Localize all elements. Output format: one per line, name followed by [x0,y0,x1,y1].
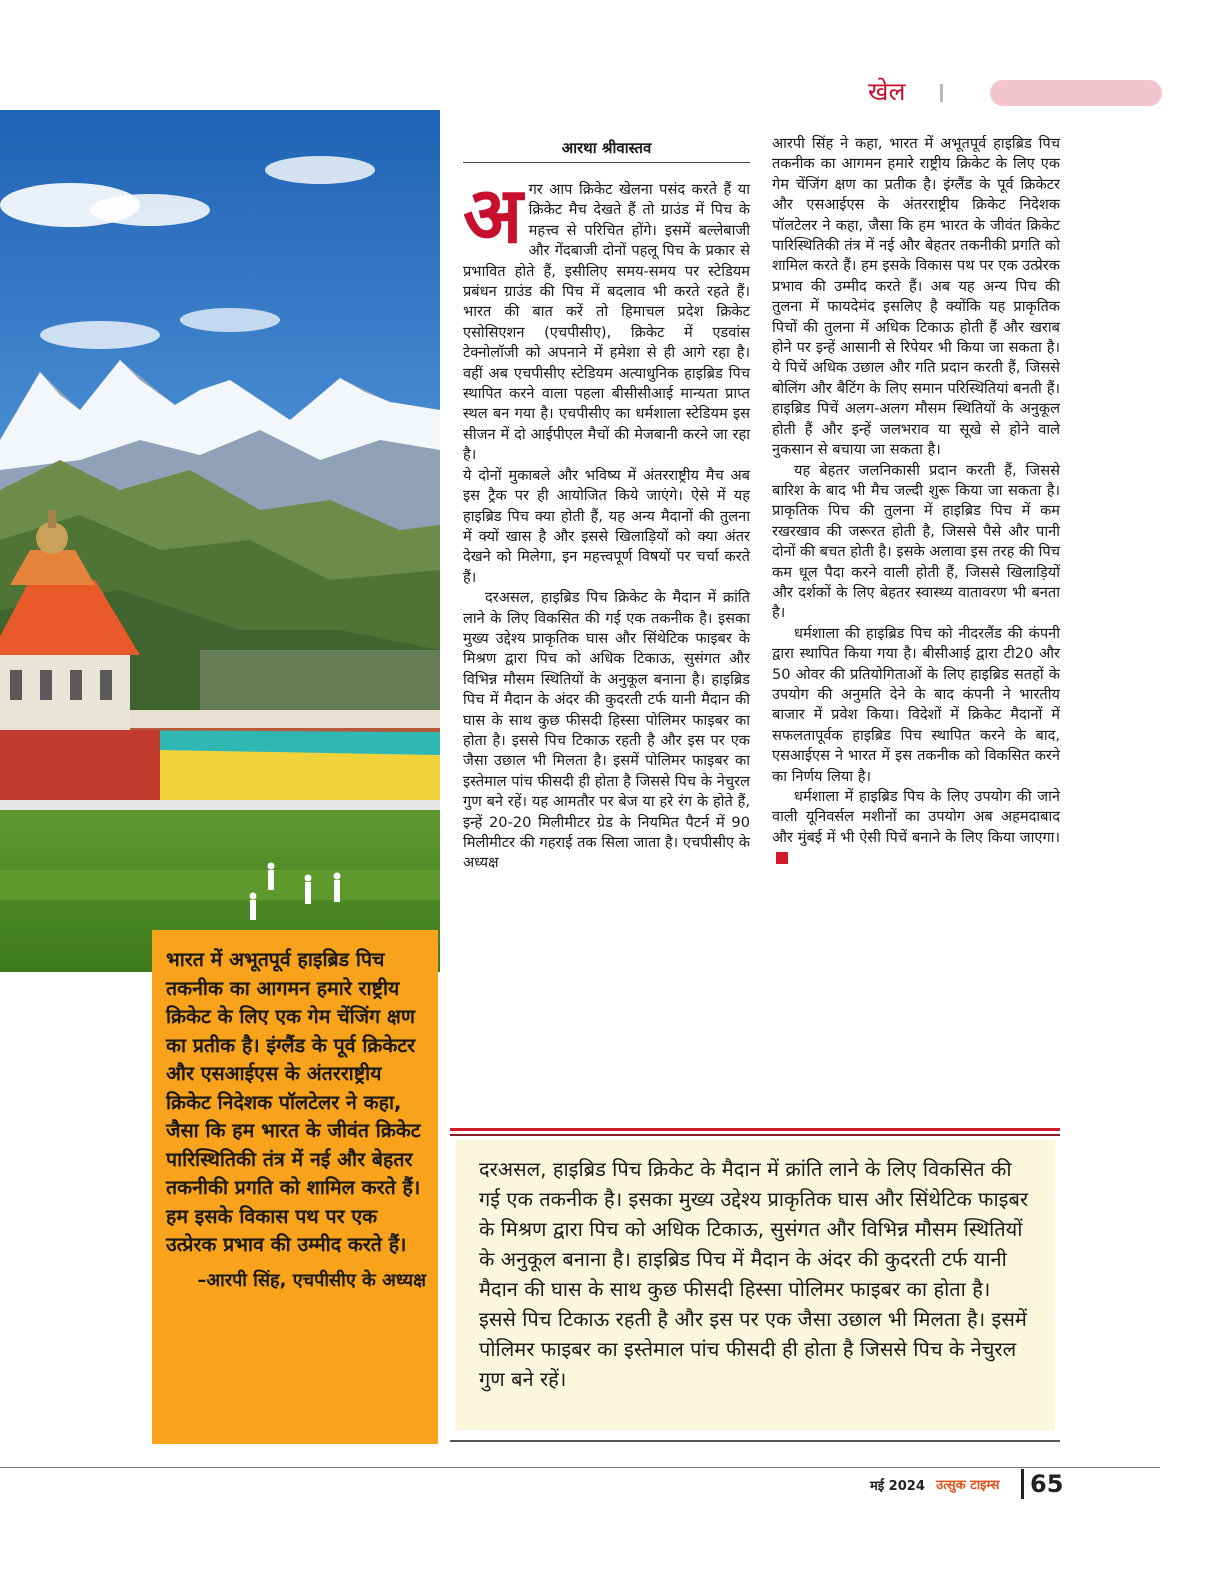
quote-text: भारत में अभूतपूर्व हाइब्रिड पिच तकनीक का आगमन हमारे राष्ट्रीय क्रिकेट के लिए एक गेम चेंजिंग क्षण का प्रतीक है। इंग्लैंड के पूर्व क्रिकेटर और एसआईएस के अंतरराष्ट्रीय क्रिकेट निदेशक पॉलटेलर ने कहा, जैसा कि हम भारत के जीवंत क्रिकेट पारिस्थितिकी तंत्र में नई और बेहतर तकनीकी प्रगति को शामिल करते हैं। हम इसके विकास पथ पर एक उत्प्रेरक प्रभाव की उम्मीद करते हैं। [166,948,421,1256]
article-paragraph: दरअसल, हाइब्रिड पिच क्रिकेट के मैदान में क्रांति लाने के लिए विकसित की गई एक तकनीक है। इसका मुख्य उद्देश्य प्राकृतिक घास और सिंथेटिक फाइबर के मिश्रण द्वारा पिच को अधिक टिकाऊ, सुसंगत और विभिन्न मौसम स्थितियों के अनुकूल बनाना है। हाइब्रिड पिच में मैदान के अंदर की कुदरती टर्फ यानी मैदान की घास के साथ कुछ फीसदी हिस्सा पोलिमर फाइबर का होता है। इससे पिच टिकाऊ रहती है और इस पर एक जैसा उछाल भी मिलता है। इसमें पोलिमर फाइबर का इस्तेमाल पांच फीसदी ही होता है जिससे पिच के नेचुरल गुण बने रहें। यह आमतौर पर बेज या हरे रंग के होते हैं, इन्हें 20-20 मिलीमीटर ग्रेड के नियमित पैटर्न में 90 मिलीमीटर की गहराई तक सिला जाता है। एचपीसीए के अध्यक्ष [463,589,750,872]
quote-box [152,930,438,1444]
article-paragraph: यह बेहतर जलनिकासी प्रदान करती हैं, जिससे बारिश के बाद भी मैच जल्दी शुरू किया जा सकता है। प्राकृतिक पिच की तुलना में हाइब्रिड पिच में कम रखरखाव की जरूरत होती है, जिससे पैसे और पानी दोनों की बचत होती है। इसके अलावा इस तरह की पिच कम धूल पैदा करने वाली होती हैं, जिससे खिलाड़ियों और दर्शकों के लिए बेहतर स्वास्थ्य वातावरण भी बनता है। [772,461,1060,622]
article-paragraph: धर्मशाला में हाइब्रिड पिच के लिए उपयोग की जाने वाली यूनिवर्सल मशीनों का उपयोग अब अहमदाबाद और मुंबई में भी ऐसी पिचें बनाने के लिए किया जाएगा। [772,788,1060,846]
pullquote-box [455,1140,1055,1430]
pullquote-rule-bottom [450,1440,1060,1442]
article-paragraph: आरपी सिंह ने कहा, भारत में अभूतपूर्व हाइब्रिड पिच तकनीक का आगमन हमारे राष्ट्रीय क्रिकेट के लिए एक गेम चेंजिंग क्षण का प्रतीक है। इंग्लैंड के पूर्व क्रिकेटर और एसआईएस के अंतरराष्ट्रीय क्रिकेट निदेशक पॉलटेलर ने कहा, जैसा कि हम भारत के जीवंत क्रिकेट पारिस्थितिकी तंत्र में नई और बेहतर तकनीकी प्रगति को शामिल करते हैं। हम इसके विकास पथ पर एक उत्प्रेरक प्रभाव की उम्मीद करते हैं। अब यह अन्य पिच की तुलना में फायदेमंद इसलिए है क्योंकि यह प्राकृतिक पिचों की तुलना में अधिक टिकाऊ होती हैं और खराब होने पर इन्हें आसानी से रिपेयर भी किया जा सकता है। ये पिचें अधिक उछाल और गति प्रदान करती हैं, जिससे बोलिंग और बैटिंग के लिए समान परिस्थितियां बनती हैं। हाइब्रिड पिचें अलग-अलग मौसम स्थितियों के अनुकूल होती हैं और इन्हें जलभराव या सूखे से होने वाले नुकसान से बचाया जा सकता है। [772,135,1060,459]
article-paragraph: ये दोनों मुकाबले और भविष्य में अंतरराष्ट्रीय मैच अब इस ट्रैक पर ही आयोजित किये जाएंगे। ऐसे में यह हाइब्रिड पिच क्या होती हैं, यह अन्य मैदानों की तुलना में क्यों खास है और इससे खिलाड़ियों को क्या अंतर देखने को मिलेगा, इन महत्त्वपूर्ण विषयों पर चर्चा करते हैं। [463,466,750,586]
byline: आरथा श्रीवास्तव [463,138,750,163]
footer-separator [1021,1469,1024,1499]
footer-brand-logo: उत्सुक टाइम्स [936,1478,1000,1493]
end-mark-icon [776,852,788,864]
drop-cap: अ [463,170,523,261]
article-paragraph: गर आप क्रिकेट खेलना पसंद करते हैं या क्रिकेट मैच देखते हैं तो ग्राउंड में पिच के महत्त्व से परिचित होंगे। इसमें बल्लेबाजी और गेंदबाजी दोनों पहलू पिच के प्रकार से प्रभावित होते हैं, इसीलिए समय-समय पर स्टेडियम प्रबंधन ग्राउंड की पिच में बदलाव भी करते रहते हैं। भारत की बात करें तो हिमाचल प्रदेश क्रिकेट एसोसिएशन (एचपीसीए), क्रिकेट में एडवांस टेक्नोलॉजी को अपनाने में हमेशा से ही आगे रहा है। वहीं अब एचपीसीए स्टेडियम अत्याधुनिक हाइब्रिड पिच स्थापित करने वाला पहला बीसीसीआई मान्यता प्राप्त स्थल बन गया है। एचपीसीए का धर्मशाला स्टेडियम इस सीजन में दो आईपीएल मैचों की मेजबानी करने जा रहा है। [463,181,750,464]
article-column-2 [772,134,1060,869]
footer-date: मई 2024 [870,1479,925,1494]
pullquote-text: दरअसल, हाइब्रिड पिच क्रिकेट के मैदान में क्रांति लाने के लिए विकसित की गई एक तकनीक है। इसका मुख्य उद्देश्य प्राकृतिक घास और सिंथेटिक फाइबर के मिश्रण द्वारा पिच को अधिक टिकाऊ, सुसंगत और विभिन्न मौसम स्थितियों के अनुकूल बनाना है। हाइब्रिड पिच में मैदान के अंदर की कुदरती टर्फ यानी मैदान की घास के साथ कुछ फीसदी हिस्सा पोलिमर फाइबर का होता है। इससे पिच टिकाऊ रहती है और इस पर एक जैसा उछाल भी मिलता है। इसमें पोलिमर फाइबर का इस्तेमाल पांच फीसदी ही होता है जिससे पिच के नेचुरल गुण बने रहें। [479,1157,1029,1391]
section-pill [990,80,1162,106]
pullquote-rule-top [450,1128,1060,1131]
quote-attribution: –आरपी सिंह, एचपीसीए के अध्यक्ष [197,1269,426,1291]
article-paragraph: धर्मशाला की हाइब्रिड पिच को नीदरलैंड की कंपनी द्वारा स्थापित किया गया है। बीसीआई द्वारा टी20 और 50 ओवर की प्रतियोगिताओं के लिए हाइब्रिड सतहों के उपयोग की अनुमति देने के बाद कंपनी ने भारतीय बाजार में प्रवेश किया। विदेशों में क्रिकेट मैदानों में सफलतापूर्वक हाइब्रिड पिच स्थापित करने के बाद, एसआईएस ने भारत में इस तकनीक को विकसित करने का निर्णय लिया है। [772,624,1060,785]
section-divider [940,84,943,102]
footer-rule [0,1467,1160,1468]
section-label: खेल [868,77,906,106]
page-number: 65 [1030,1470,1064,1498]
stadium-photo [0,110,440,972]
pullquote-rule-top-secondary [450,1134,1060,1136]
article-column-1 [463,170,750,874]
